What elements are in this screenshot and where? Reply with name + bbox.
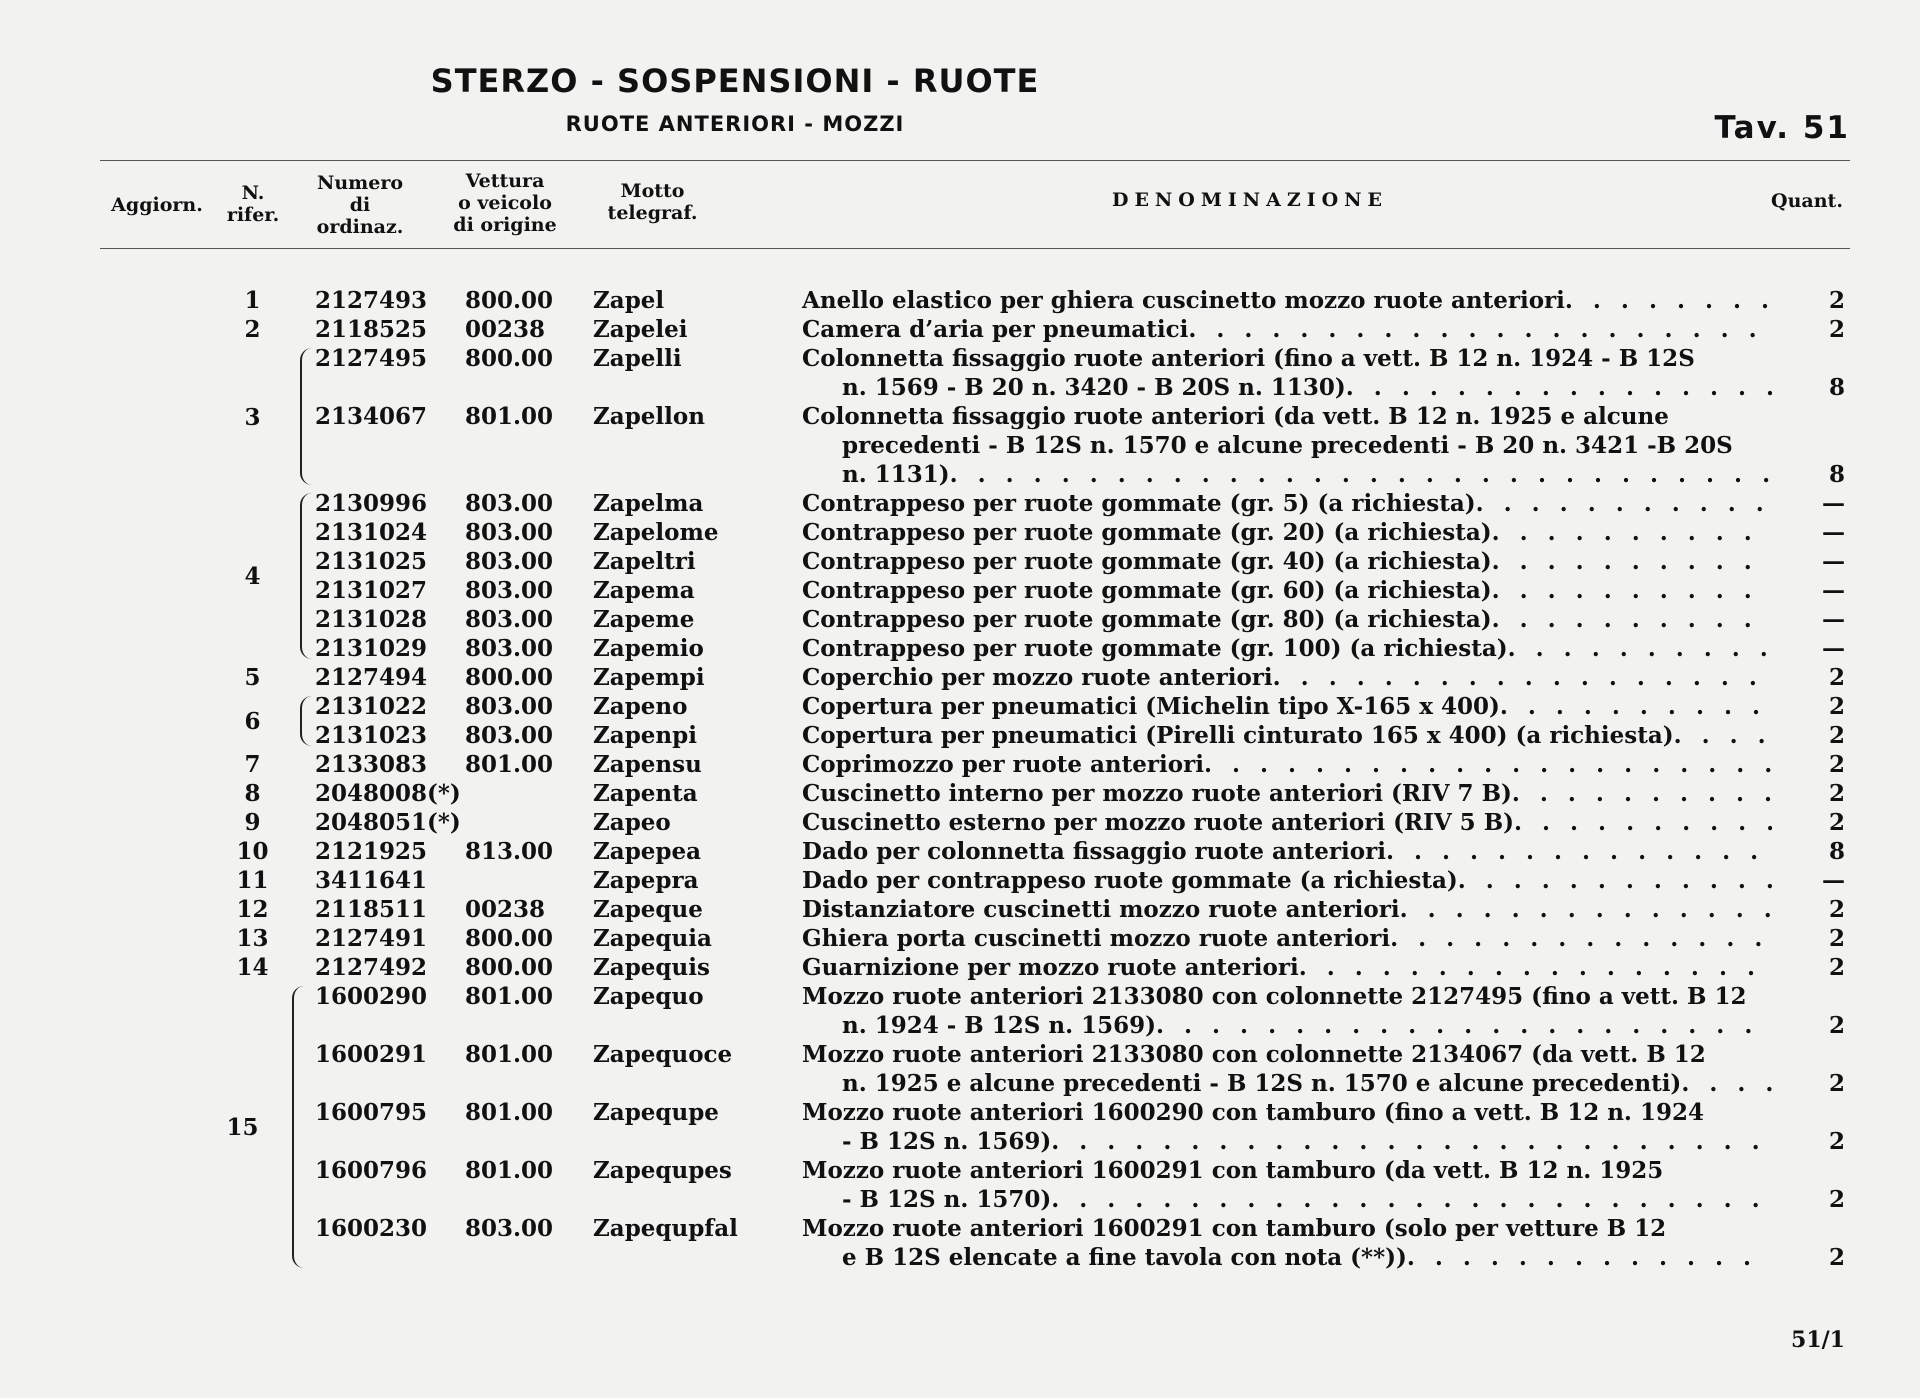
dot-leader (1188, 315, 1772, 344)
part-description (802, 344, 1772, 402)
vehicle-origin: 800.00 (465, 925, 554, 952)
part-description (802, 1098, 1772, 1156)
quantity: 2 (1828, 287, 1845, 314)
vehicle-origin: 801.00 (465, 983, 554, 1010)
order-number: 2048051(*) (315, 809, 461, 836)
part-description (802, 895, 1772, 924)
part-description (802, 1214, 1772, 1272)
order-number: 2131024 (315, 519, 428, 546)
page-title: STERZO - SOSPENSIONI - RUOTE (430, 62, 1040, 100)
reference-number: 8 (244, 780, 261, 807)
dot-leader (1156, 1011, 1772, 1040)
order-number: 2127492 (315, 954, 428, 981)
table-row (0, 779, 1920, 808)
dot-leader (1476, 489, 1772, 518)
vehicle-origin: 803.00 (465, 693, 554, 720)
quantity: — (1822, 635, 1845, 662)
part-description (802, 663, 1772, 692)
description-line: n. 1924 - B 12S n. 1569) (842, 1012, 1157, 1039)
telegraph-code: Zapelei (593, 316, 688, 343)
part-description (802, 866, 1772, 895)
vehicle-origin: 00238 (465, 316, 546, 343)
telegraph-code: Zapeo (593, 809, 671, 836)
description-line: precedenti - B 12S n. 1570 e alcune precedenti - B 20 n. 3421 -B 20S (842, 432, 1733, 459)
dot-leader (1492, 576, 1772, 605)
telegraph-code: Zapepea (593, 838, 702, 865)
reference-number: 9 (244, 809, 261, 836)
vehicle-origin: 801.00 (465, 751, 554, 778)
telegraph-code: Zapel (593, 287, 665, 314)
description-line: Coperchio per mozzo ruote anteriori (802, 664, 1273, 691)
header-rule-bottom (100, 248, 1850, 249)
dot-leader (1400, 895, 1772, 924)
reference-number: 10 (236, 838, 269, 865)
order-number: 2048008(*) (315, 780, 461, 807)
part-description (802, 924, 1772, 953)
description-line: Cuscinetto esterno per mozzo ruote anteriori (RIV 5 B) (802, 809, 1515, 836)
reference-number: 11 (236, 867, 269, 894)
page-subtitle: RUOTE ANTERIORI - MOZZI (565, 112, 905, 136)
group-reference-number: 6 (244, 708, 261, 735)
dot-leader (1051, 1127, 1772, 1156)
telegraph-code: Zapelome (593, 519, 719, 546)
telegraph-code: Zapelli (593, 345, 682, 372)
description-line: n. 1569 - B 20 n. 3420 - B 20S n. 1130) (842, 374, 1346, 401)
table-number: Tav. 51 (1714, 110, 1850, 146)
description-line: - B 12S n. 1569) (842, 1128, 1052, 1155)
quantity: 2 (1828, 751, 1845, 778)
description-line: Dado per colonnetta fissaggio ruote anteriori (802, 838, 1386, 865)
description-line: Copertura per pneumatici (Pirelli cinturato 165 x 400) (a richiesta) (802, 722, 1674, 749)
telegraph-code: Zapequpe (593, 1099, 719, 1126)
group-brace (300, 696, 312, 746)
quantity: 2 (1828, 316, 1845, 343)
dot-leader (950, 460, 1772, 489)
vehicle-origin: 803.00 (465, 519, 554, 546)
description-line: Cuscinetto interno per mozzo ruote anteriori (RIV 7 B) (802, 780, 1512, 807)
quantity: — (1822, 519, 1845, 546)
quantity: 2 (1828, 722, 1845, 749)
quantity: — (1822, 577, 1845, 604)
group-brace (300, 493, 312, 659)
order-number: 1600291 (315, 1041, 428, 1068)
table-row (0, 895, 1920, 924)
reference-number: 7 (244, 751, 261, 778)
telegraph-code: Zapequpes (593, 1157, 732, 1184)
order-number: 2118525 (315, 316, 428, 343)
table-row (0, 1040, 1920, 1098)
reference-number: 12 (236, 896, 269, 923)
part-description (802, 692, 1772, 721)
part-description (802, 982, 1772, 1040)
reference-number: 13 (236, 925, 269, 952)
dot-leader (1500, 692, 1772, 721)
vehicle-origin: 800.00 (465, 287, 554, 314)
table-row (0, 924, 1920, 953)
telegraph-code: Zapelma (593, 490, 704, 517)
dot-leader (1512, 779, 1772, 808)
dot-leader (1204, 750, 1772, 779)
dot-leader (1346, 373, 1772, 402)
order-number: 2130996 (315, 490, 428, 517)
telegraph-code: Zapepra (593, 867, 699, 894)
order-number: 2118511 (315, 896, 428, 923)
vehicle-origin: 801.00 (465, 1157, 554, 1184)
part-description (802, 1040, 1772, 1098)
order-number: 2131028 (315, 606, 428, 633)
order-number: 2131025 (315, 548, 428, 575)
reference-number: 5 (244, 664, 261, 691)
quantity: 2 (1828, 1070, 1845, 1097)
description-line: Contrappeso per ruote gommate (gr. 60) (a richiesta) (802, 577, 1492, 604)
vehicle-origin: 800.00 (465, 664, 554, 691)
order-number: 2131029 (315, 635, 428, 662)
description-line: Contrappeso per ruote gommate (gr. 5) (a richiesta) (802, 490, 1476, 517)
vehicle-origin: 803.00 (465, 548, 554, 575)
group-reference-number: 4 (244, 563, 261, 590)
page-folio: 51/1 (1791, 1327, 1845, 1353)
dot-leader (1681, 1069, 1772, 1098)
vehicle-origin: 801.00 (465, 1099, 554, 1126)
description-line: n. 1925 e alcune precedenti - B 12S n. 1570 e alcune precedenti) (842, 1070, 1682, 1097)
quantity: — (1822, 867, 1845, 894)
order-number: 3411641 (315, 867, 428, 894)
quantity: 2 (1828, 1186, 1845, 1213)
description-line: Camera d’aria per pneumatici (802, 316, 1189, 343)
telegraph-code: Zapeque (593, 896, 703, 923)
description-line: Coprimozzo per ruote anteriori (802, 751, 1204, 778)
vehicle-origin: 803.00 (465, 577, 554, 604)
telegraph-code: Zapequia (593, 925, 712, 952)
dot-leader (1458, 866, 1772, 895)
description-line: Ghiera porta cuscinetti mozzo ruote anteriori (802, 925, 1391, 952)
description-line: Mozzo ruote anteriori 2133080 con colonnette 2134067 (da vett. B 12 (802, 1041, 1706, 1068)
part-description (802, 576, 1772, 605)
dot-leader (1514, 808, 1772, 837)
header-rule-top (100, 160, 1850, 161)
part-description (802, 779, 1772, 808)
order-number: 2121925 (315, 838, 428, 865)
group-reference-number: 15 (226, 1114, 259, 1141)
description-line: Distanziatore cuscinetti mozzo ruote anteriori (802, 896, 1400, 923)
description-line: Contrappeso per ruote gommate (gr. 100) (a richiesta) (802, 635, 1508, 662)
order-number: 2133083 (315, 751, 428, 778)
description-line: - B 12S n. 1570) (842, 1186, 1052, 1213)
table-row (0, 837, 1920, 866)
part-description (802, 315, 1772, 344)
table-row (0, 489, 1920, 518)
table-row (0, 866, 1920, 895)
dot-leader (1299, 953, 1772, 982)
description-line: Dado per contrappeso ruote gommate (a richiesta) (802, 867, 1458, 894)
table-row (0, 605, 1920, 634)
table-row (0, 663, 1920, 692)
part-description (802, 402, 1772, 489)
description-line: Copertura per pneumatici (Michelin tipo X-165 x 400) (802, 693, 1500, 720)
quantity: 2 (1828, 954, 1845, 981)
group-brace (300, 348, 312, 485)
order-number: 2131023 (315, 722, 428, 749)
order-number: 1600795 (315, 1099, 428, 1126)
vehicle-origin: 803.00 (465, 722, 554, 749)
column-header-vettura: Vettura o veicolo di origine (453, 170, 557, 236)
table-row (0, 953, 1920, 982)
description-line: Contrappeso per ruote gommate (gr. 80) (a richiesta) (802, 606, 1492, 633)
vehicle-origin: 00238 (465, 896, 546, 923)
table-row (0, 982, 1920, 1040)
telegraph-code: Zapema (593, 577, 695, 604)
vehicle-origin: 813.00 (465, 838, 554, 865)
part-description (802, 750, 1772, 779)
vehicle-origin: 800.00 (465, 345, 554, 372)
description-line: Guarnizione per mozzo ruote anteriori (802, 954, 1299, 981)
description-line: Mozzo ruote anteriori 1600291 con tamburo (solo per vetture B 12 (802, 1215, 1667, 1242)
dot-leader (1407, 1243, 1772, 1272)
group-reference-number: 3 (244, 403, 261, 431)
dot-leader (1386, 837, 1772, 866)
order-number: 2131027 (315, 577, 428, 604)
order-number: 2127495 (315, 345, 428, 372)
part-description (802, 808, 1772, 837)
vehicle-origin: 800.00 (465, 954, 554, 981)
vehicle-origin: 801.00 (465, 1041, 554, 1068)
order-number: 2131022 (315, 693, 428, 720)
order-number: 2127491 (315, 925, 428, 952)
vehicle-origin: 803.00 (465, 1215, 554, 1242)
quantity: 8 (1828, 838, 1845, 865)
dot-leader (1492, 518, 1772, 547)
quantity: 2 (1828, 780, 1845, 807)
vehicle-origin: 803.00 (465, 490, 554, 517)
telegraph-code: Zapenpi (593, 722, 697, 749)
description-line: Mozzo ruote anteriori 1600291 con tamburo (da vett. B 12 n. 1925 (802, 1157, 1664, 1184)
description-line: Contrappeso per ruote gommate (gr. 40) (a richiesta) (802, 548, 1492, 575)
reference-number: 2 (244, 316, 261, 343)
table-row (0, 808, 1920, 837)
telegraph-code: Zapequoce (593, 1041, 733, 1068)
dot-leader (1492, 547, 1772, 576)
dot-leader (1273, 663, 1772, 692)
vehicle-origin: 803.00 (465, 635, 554, 662)
telegraph-code: Zapequpfal (593, 1215, 738, 1242)
description-line: Contrappeso per ruote gommate (gr. 20) (a richiesta) (802, 519, 1492, 546)
quantity: — (1822, 606, 1845, 633)
quantity: 2 (1828, 664, 1845, 691)
order-number: 2127494 (315, 664, 428, 691)
dot-leader (1674, 721, 1772, 750)
order-number: 2134067 (315, 403, 428, 430)
dot-leader (1051, 1185, 1772, 1214)
part-description (802, 547, 1772, 576)
part-description (802, 1156, 1772, 1214)
reference-number: 1 (244, 287, 261, 314)
table-row (0, 750, 1920, 779)
quantity: — (1822, 490, 1845, 517)
column-header-denominazione: DENOMINAZIONE (1111, 189, 1389, 211)
part-description (802, 605, 1772, 634)
dot-leader (1492, 605, 1772, 634)
part-description (802, 286, 1772, 315)
table-row (0, 518, 1920, 547)
telegraph-code: Zapeno (593, 693, 688, 720)
telegraph-code: Zapemio (593, 635, 704, 662)
quantity: 2 (1828, 809, 1845, 836)
telegraph-code: Zapempi (593, 664, 705, 691)
description-line: n. 1131) (842, 461, 950, 488)
table-row (0, 344, 1920, 402)
column-header-motto: Motto telegraf. (607, 180, 698, 224)
part-description (802, 953, 1772, 982)
part-description (802, 518, 1772, 547)
reference-number: 14 (236, 954, 269, 981)
description-line: Colonnetta fissaggio ruote anteriori (da vett. B 12 n. 1925 e alcune (802, 403, 1669, 430)
column-header-quant: Quant. (1771, 190, 1843, 212)
telegraph-code: Zapenta (593, 780, 698, 807)
order-number: 1600230 (315, 1215, 428, 1242)
telegraph-code: Zapellon (593, 403, 705, 430)
vehicle-origin: 801.00 (465, 403, 554, 430)
quantity: 2 (1828, 896, 1845, 923)
quantity: 2 (1828, 1012, 1845, 1039)
part-description (802, 837, 1772, 866)
quantity: 8 (1828, 374, 1845, 401)
quantity: 2 (1828, 1244, 1845, 1271)
table-row (0, 1214, 1920, 1272)
telegraph-code: Zapeme (593, 606, 695, 633)
part-description (802, 489, 1772, 518)
description-line: Mozzo ruote anteriori 2133080 con colonnette 2127495 (fino a vett. B 12 (802, 983, 1747, 1010)
description-line: Anello elastico per ghiera cuscinetto mozzo ruote anteriori (802, 287, 1565, 314)
dot-leader (1390, 924, 1772, 953)
table-row (0, 1156, 1920, 1214)
quantity: 2 (1828, 925, 1845, 952)
group-brace (292, 986, 304, 1268)
quantity: 2 (1828, 693, 1845, 720)
column-header-ordinaz: Numero di ordinaz. (316, 172, 404, 238)
telegraph-code: Zapequo (593, 983, 704, 1010)
table-row (0, 315, 1920, 344)
quantity: 8 (1828, 461, 1845, 488)
column-header-aggiorn: Aggiorn. (111, 194, 203, 216)
description-line: e B 12S elencate a fine tavola con nota (**)) (842, 1244, 1407, 1271)
part-description (802, 721, 1772, 750)
order-number: 1600290 (315, 983, 428, 1010)
vehicle-origin: 803.00 (465, 606, 554, 633)
telegraph-code: Zapequis (593, 954, 710, 981)
column-header-rifer: N. rifer. (226, 182, 280, 226)
description-line: Mozzo ruote anteriori 1600290 con tamburo (fino a vett. B 12 n. 1924 (802, 1099, 1704, 1126)
telegraph-code: Zapeltri (593, 548, 696, 575)
part-description (802, 634, 1772, 663)
order-number: 1600796 (315, 1157, 428, 1184)
quantity: 2 (1828, 1128, 1845, 1155)
description-line: Colonnetta fissaggio ruote anteriori (fino a vett. B 12 n. 1924 - B 12S (802, 345, 1695, 372)
dot-leader (1508, 634, 1772, 663)
table-row (0, 634, 1920, 663)
order-number: 2127493 (315, 287, 428, 314)
dot-leader (1565, 286, 1772, 315)
table-row (0, 286, 1920, 315)
quantity: — (1822, 548, 1845, 575)
telegraph-code: Zapensu (593, 751, 702, 778)
